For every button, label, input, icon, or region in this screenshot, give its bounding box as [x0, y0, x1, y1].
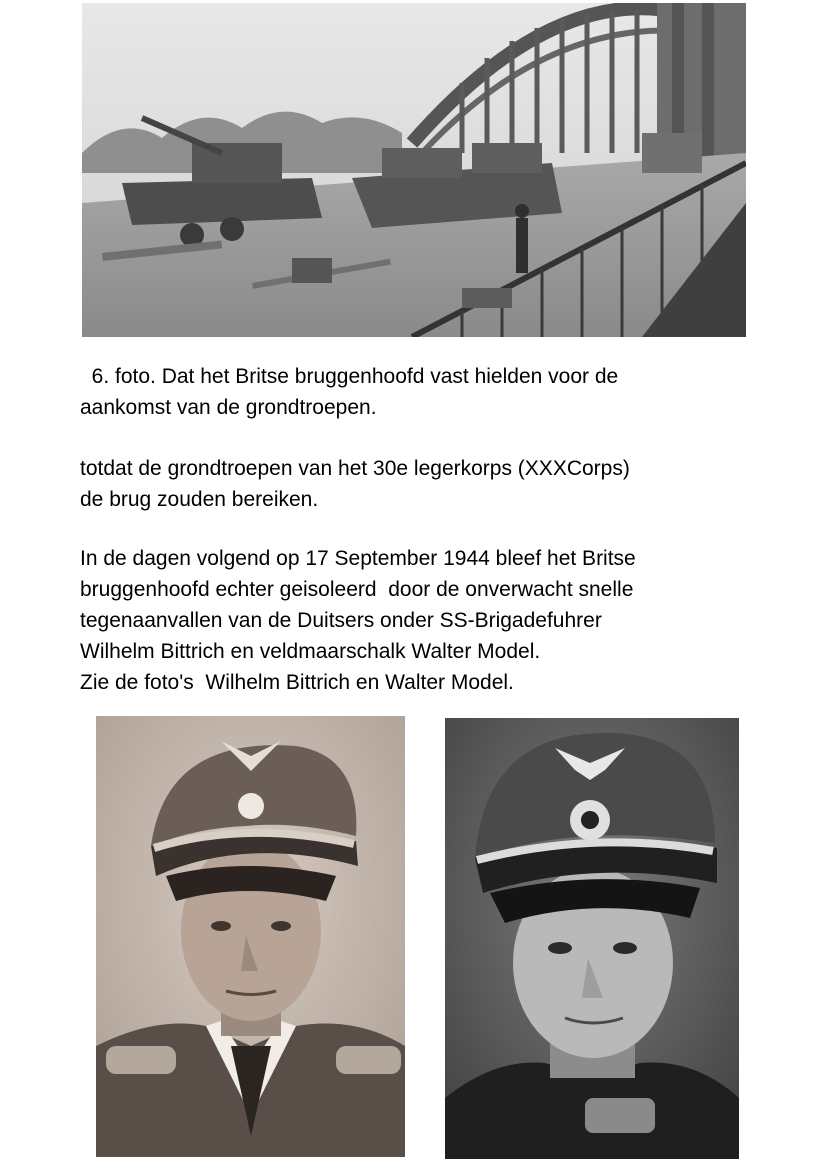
text-line: Wilhelm Bittrich en veldmaarschalk Walter Model. — [80, 640, 541, 663]
text-line: totdat de grondtroepen van het 30e legerkorps (XXXCorps) — [80, 457, 630, 480]
text-line: Zie de foto's Wilhelm Bittrich en Walter Model. — [80, 671, 514, 694]
model-portrait-photo — [445, 718, 739, 1159]
text-line: aankomst van de grondtroepen. — [80, 396, 377, 419]
paragraph-german-counterattack — [80, 543, 760, 698]
text-line: de brug zouden bereiken. — [80, 488, 319, 511]
paragraph-photo-caption — [80, 361, 760, 423]
text-line: 6. foto. Dat het Britse bruggenhoofd vast hielden voor de — [80, 365, 619, 388]
bittrich-portrait-illustration — [96, 716, 405, 1157]
bridge-battle-photo — [82, 3, 746, 337]
bittrich-portrait-photo — [96, 716, 405, 1157]
text-line: tegenaanvallen van de Duitsers onder SS-Brigadefuhrer — [80, 609, 602, 632]
model-portrait-illustration — [445, 718, 739, 1159]
bridge-battle-illustration — [82, 3, 746, 337]
text-line: bruggenhoofd echter geisoleerd door de onverwacht snelle — [80, 578, 634, 601]
text-line: In de dagen volgend op 17 September 1944 bleef het Britse — [80, 547, 636, 570]
paragraph-xxx-corps — [80, 453, 760, 515]
